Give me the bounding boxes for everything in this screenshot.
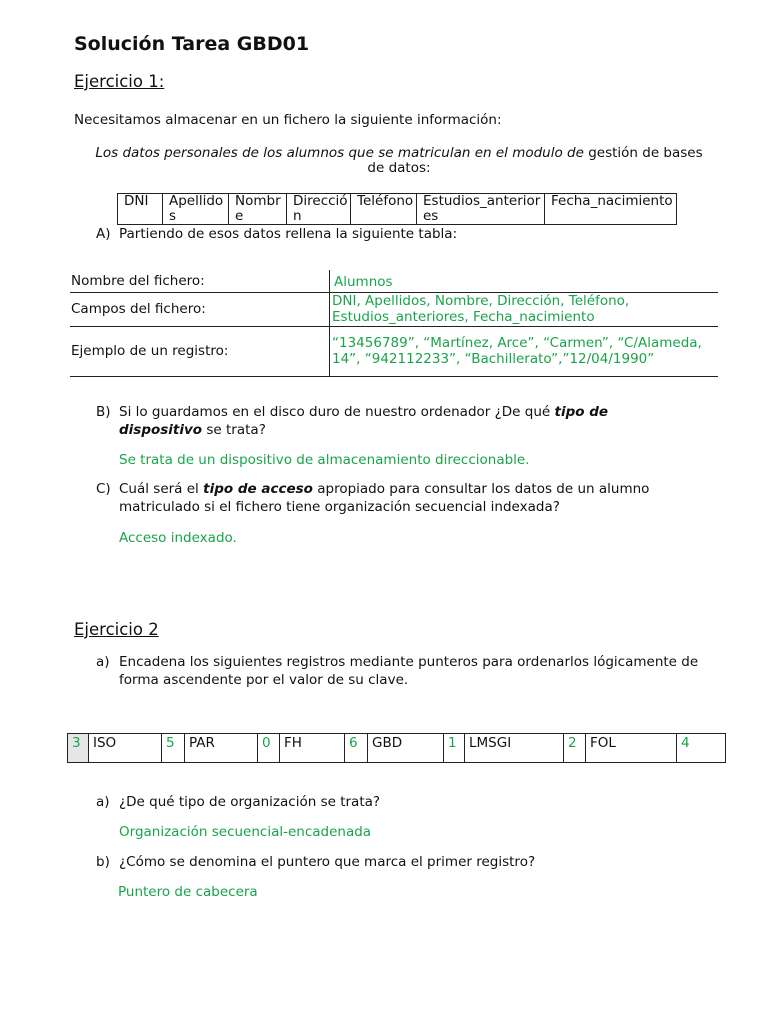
- question-b: [96, 403, 656, 439]
- row-key: Nombre del fichero:: [71, 272, 205, 289]
- question-text: Encadena los siguientes registros mediante punteros para ordenarlos lógicamente de forma ascendente por el valor de su clave.: [119, 654, 699, 688]
- pointer-cell: 0: [258, 734, 280, 763]
- chained-records-table: [67, 733, 726, 763]
- pointer-cell: 1: [444, 734, 465, 763]
- question-label: b): [96, 854, 110, 870]
- exercise-2-question-a: [96, 653, 716, 689]
- document-title: Solución Tarea GBD01: [74, 33, 310, 55]
- pointer-cell: 5: [162, 734, 185, 763]
- key-cell: ISO: [89, 734, 162, 763]
- row-value: DNI, Apellidos, Nombre, Dirección, Teléfono, Estudios_anteriores, Fecha_nacimiento: [330, 292, 719, 326]
- fields-row: [118, 194, 677, 225]
- table-row: [70, 270, 718, 292]
- table-row: [70, 326, 718, 376]
- key-cell: PAR: [185, 734, 258, 763]
- answer-pointer: Puntero de cabecera: [118, 884, 258, 900]
- question-a: [96, 225, 457, 243]
- key-cell: FOL: [586, 734, 677, 763]
- table-row: [70, 292, 718, 326]
- field-cell: Estudios_anteriores: [417, 194, 545, 225]
- key-cell: FH: [280, 734, 345, 763]
- answer-organization: Organización secuencial-encadenada: [119, 824, 372, 840]
- exercise-1-intro: Necesitamos almacenar en un fichero la siguiente información:: [74, 112, 502, 128]
- records-row: [68, 734, 726, 763]
- question-text: ¿De qué tipo de organización se trata?: [119, 794, 381, 810]
- row-value: “13456789”, “Martínez, Arce”, “Carmen”, “C/Alameda, 14”, “942112233”, “Bachillerato”,”12/04/1990”: [330, 326, 719, 376]
- field-cell: Nombre: [229, 194, 287, 225]
- question-text: Si lo guardamos en el disco duro de nuestro ordenador ¿De qué tipo de dispositivo se trata?: [119, 404, 609, 438]
- pointer-cell: 3: [68, 734, 89, 763]
- question-text: Cuál será el tipo de acceso apropiado para consultar los datos de un alumno matriculado si el fichero tiene organización secuencial indexada?: [119, 481, 650, 515]
- answer-b: Se trata de un dispositivo de almacenamiento direccionable.: [119, 452, 530, 468]
- row-key: Ejemplo de un registro:: [71, 343, 229, 359]
- row-value: Alumnos: [330, 270, 719, 292]
- exercise-2-question-1: [96, 793, 380, 811]
- file-table: [70, 270, 718, 377]
- question-label: C): [96, 481, 111, 497]
- question-label: a): [96, 794, 110, 810]
- question-text: Partiendo de esos datos rellena la siguiente tabla:: [119, 226, 458, 242]
- field-cell: Apellidos: [163, 194, 229, 225]
- description-tail: gestión de bases: [583, 145, 703, 161]
- exercise-2-question-2: [96, 853, 535, 871]
- answer-c: Acceso indexado.: [119, 530, 237, 546]
- key-cell: GBD: [368, 734, 444, 763]
- exercise-2-heading: Ejercicio 2: [74, 620, 159, 639]
- question-label: B): [96, 404, 111, 420]
- description-italic: Los datos personales de los alumnos que se matriculan en el modulo de: [95, 145, 584, 161]
- field-cell: DNI: [118, 194, 163, 225]
- exercise-1-description-line2: de datos:: [367, 160, 431, 176]
- question-c: [96, 480, 696, 516]
- pointer-cell: 4: [677, 734, 726, 763]
- row-key: Campos del fichero:: [71, 301, 206, 317]
- key-cell: LMSGI: [465, 734, 564, 763]
- fields-table: [117, 193, 677, 225]
- field-cell: Dirección: [287, 194, 351, 225]
- pointer-cell: 2: [564, 734, 586, 763]
- pointer-cell: 6: [345, 734, 368, 763]
- question-text: ¿Cómo se denomina el puntero que marca el primer registro?: [119, 854, 536, 870]
- question-label: A): [96, 226, 111, 242]
- question-label: a): [96, 654, 110, 670]
- field-cell: Teléfono: [351, 194, 417, 225]
- field-cell: Fecha_nacimiento: [545, 194, 677, 225]
- exercise-1-heading: Ejercicio 1:: [74, 72, 165, 91]
